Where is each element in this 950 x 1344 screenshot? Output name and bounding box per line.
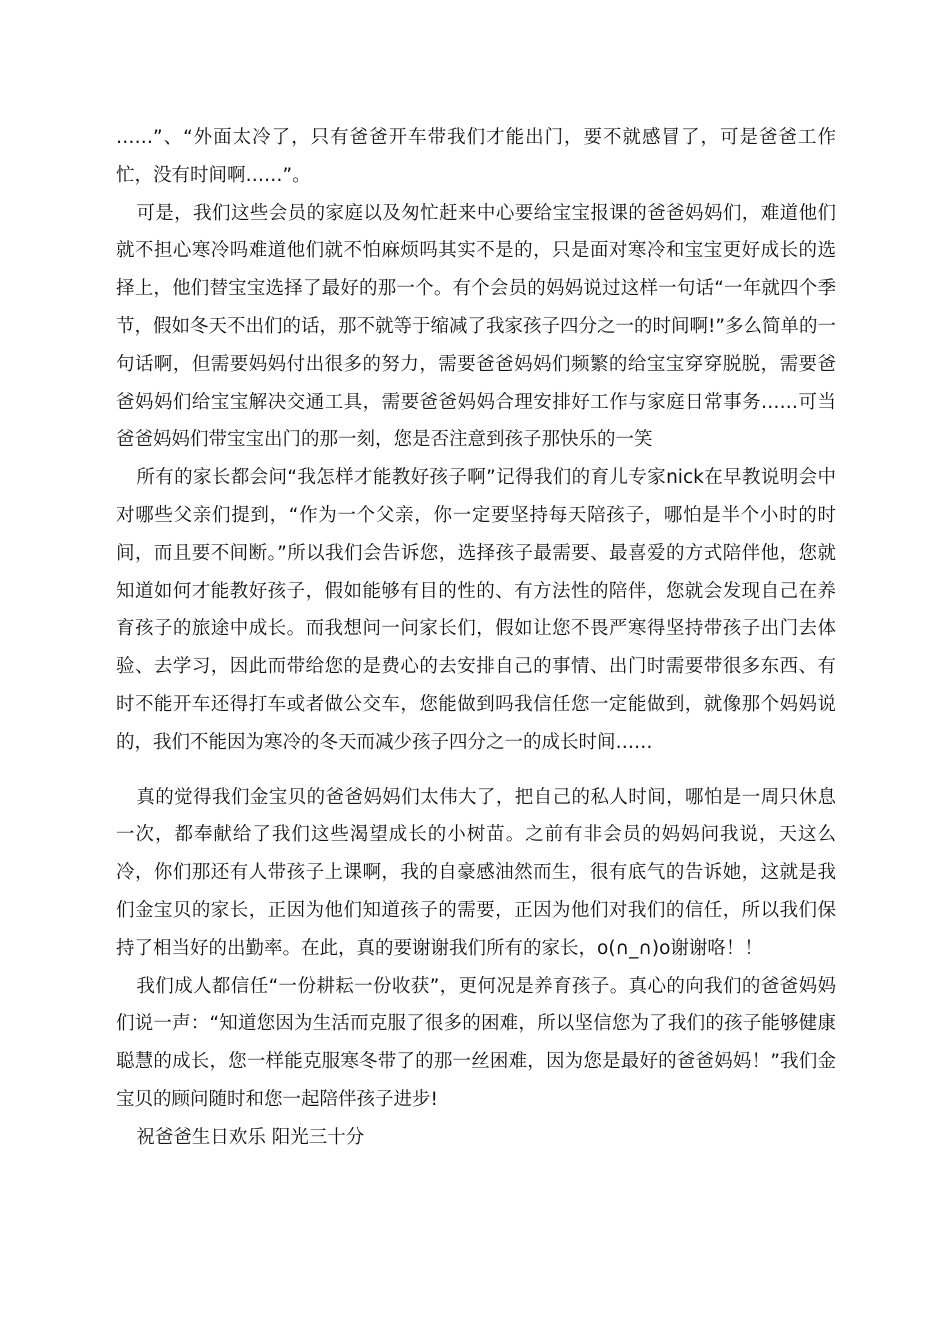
paragraph-1: ……”、“外面太冷了，只有爸爸开车带我们才能出门，要不就感冒了，可是爸爸工作忙，没有时间啊……”。 [116, 127, 836, 186]
closing-line: 祝爸爸生日欢乐 阳光三十分 [136, 1126, 365, 1148]
paragraph-3: 所有的家长都会问“我怎样才能教好孩子啊”记得我们的育儿专家nick在早教说明会中对哪些父亲们提到，“作为一个父亲，你一定要坚持每天陪孩子，哪怕是半个小时的时间，而且要不间断。”所以我们会告诉您，选择孩子最需要、最喜爱的方式陪伴他，您就知道如何才能教好孩子，假如能够有目的性的、有方法性的陪伴，您就会发现自己在养育孩子的旅途中成长。而我想问一问家长们，假如让您不畏严寒得坚持带孩子出门去体验、去学习，因此而带给您的是费心的去安排自己的事情、出门时需要带很多东西、有时不能开车还得打车或者做公交车，您能做到吗我信任您一定能做到，就像那个妈妈说的，我们不能因为寒冷的冬天而减少孩子四分之一的成长时间…… [116, 467, 836, 753]
paragraph-4: 真的觉得我们金宝贝的爸爸妈妈们太伟大了，把自己的私人时间，哪怕是一周只休息一次，都奉献给了我们这些渴望成长的小树苗。之前有非会员的妈妈问我说，天这么冷，你们那还有人带孩子上课啊，我的自豪感油然而生，很有底气的告诉她，这就是我们金宝贝的家长，正因为他们知道孩子的需要，正因为他们对我们的信任，所以我们保持了相当好的出勤率。在此，真的要谢谢我们所有的家长，o(∩_∩)o谢谢咯！！ [116, 786, 836, 959]
paragraph-2: 可是，我们这些会员的家庭以及匆忙赶来中心要给宝宝报课的爸爸妈妈们，难道他们就不担心寒冷吗难道他们就不怕麻烦吗其实不是的，只是面对寒冷和宝宝更好成长的选择上，他们替宝宝选择了最好的那一个。有个会员的妈妈说过这样一句话“一年就四个季节，假如冬天不出们的话，那不就等于缩减了我家孩子四分之一的时间啊!”多么简单的一句话啊，但需要妈妈付出很多的努力，需要爸爸妈妈们频繁的给宝宝穿穿脱脱，需要爸爸妈妈们给宝宝解决交通工具，需要爸爸妈妈合理安排好工作与家庭日常事务……可当爸爸妈妈们带宝宝出门的那一刻，您是否注意到孩子那快乐的一笑 [116, 202, 837, 451]
paragraph-spacer [116, 762, 836, 779]
paragraph-5: 我们成人都信任“一份耕耘一份收获”，更何况是养育孩子。真心的向我们的爸爸妈妈们说一声：“知道您因为生活而克服了很多的困难，所以坚信您为了我们的孩子能够健康聪慧的成长，您一样能克服寒冬带了的那一丝困难，因为您是最好的爸爸妈妈！”我们金宝贝的顾问随时和您一起陪伴孩子进步! [116, 975, 836, 1110]
document-body [116, 119, 836, 1157]
